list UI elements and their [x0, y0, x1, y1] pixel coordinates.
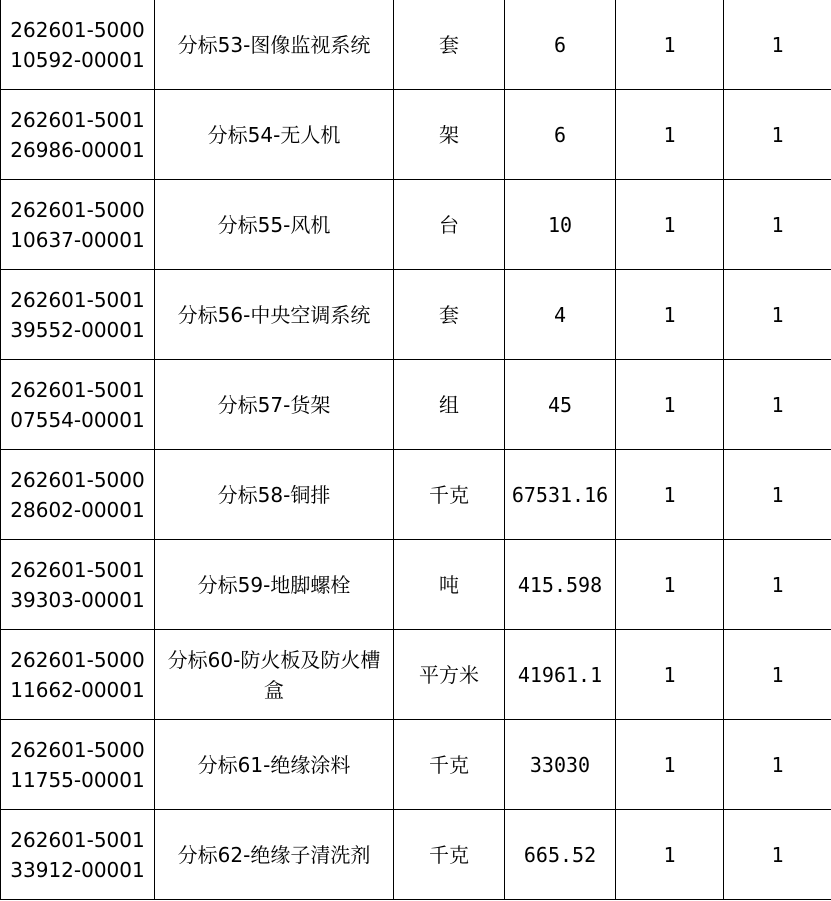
count-cell: 1 [616, 810, 724, 900]
count-cell: 1 [616, 540, 724, 630]
unit-cell: 千克 [394, 810, 505, 900]
count-cell: 1 [724, 540, 831, 630]
lot-name: 分标59-地脚螺栓 [197, 572, 351, 597]
unit-cell: 吨 [394, 540, 505, 630]
unit-cell: 套 [394, 0, 505, 90]
lot-name: 分标60-防火板及防火槽盒 [167, 647, 381, 702]
lot-name: 分标58-铜排 [217, 482, 331, 507]
unit-cell: 平方米 [394, 630, 505, 720]
lot-name-cell [155, 360, 394, 450]
lot-name-cell [155, 630, 394, 720]
lot-name-cell [155, 0, 394, 90]
table-row [1, 540, 831, 630]
material-code: 262601-500010592-00001 [10, 17, 145, 72]
lot-name: 分标55-风机 [217, 212, 331, 237]
material-code-cell [1, 180, 155, 270]
material-code-cell [1, 630, 155, 720]
count-cell: 1 [616, 270, 724, 360]
table-row [1, 360, 831, 450]
unit-cell: 千克 [394, 720, 505, 810]
count-cell: 1 [616, 450, 724, 540]
count-cell: 1 [724, 360, 831, 450]
unit-cell: 组 [394, 360, 505, 450]
table-row [1, 630, 831, 720]
count-cell: 1 [724, 450, 831, 540]
quantity-cell: 33030 [505, 720, 616, 810]
quantity-cell: 67531.16 [505, 450, 616, 540]
material-code-cell [1, 540, 155, 630]
quantity-cell: 415.598 [505, 540, 616, 630]
table-row [1, 720, 831, 810]
count-cell: 1 [724, 630, 831, 720]
unit-cell: 套 [394, 270, 505, 360]
count-cell: 1 [724, 810, 831, 900]
lot-name: 分标54-无人机 [207, 122, 341, 147]
material-code-cell [1, 0, 155, 90]
material-code: 262601-500126986-00001 [10, 107, 145, 162]
quantity-cell: 45 [505, 360, 616, 450]
table-row [1, 90, 831, 180]
material-code-cell [1, 90, 155, 180]
count-cell: 1 [616, 90, 724, 180]
count-cell: 1 [724, 720, 831, 810]
material-code: 262601-500107554-00001 [10, 377, 145, 432]
material-code: 262601-500011662-00001 [10, 647, 145, 702]
quantity-cell: 41961.1 [505, 630, 616, 720]
count-cell: 1 [724, 270, 831, 360]
lot-name-cell [155, 180, 394, 270]
count-cell: 1 [616, 360, 724, 450]
material-code: 262601-500133912-00001 [10, 827, 145, 882]
unit-cell: 架 [394, 90, 505, 180]
table-row [1, 450, 831, 540]
lot-name: 分标53-图像监视系统 [177, 32, 371, 57]
count-cell: 1 [616, 0, 724, 90]
count-cell: 1 [616, 180, 724, 270]
quantity-cell: 6 [505, 90, 616, 180]
material-code: 262601-500139552-00001 [10, 287, 145, 342]
count-cell: 1 [616, 630, 724, 720]
material-code: 262601-500010637-00001 [10, 197, 145, 252]
table-row [1, 270, 831, 360]
lot-name: 分标61-绝缘涂料 [197, 752, 351, 777]
material-code-cell [1, 450, 155, 540]
table-row [1, 810, 831, 900]
material-code-cell [1, 720, 155, 810]
table-row [1, 0, 831, 90]
count-cell: 1 [616, 720, 724, 810]
count-cell: 1 [724, 90, 831, 180]
quantity-cell: 665.52 [505, 810, 616, 900]
lot-name: 分标56-中央空调系统 [177, 302, 371, 327]
quantity-cell: 10 [505, 180, 616, 270]
lot-name: 分标57-货架 [217, 392, 331, 417]
material-code-cell [1, 810, 155, 900]
material-code-cell [1, 270, 155, 360]
lot-name-cell [155, 90, 394, 180]
lot-name-cell [155, 540, 394, 630]
material-code: 262601-500139303-00001 [10, 557, 145, 612]
count-cell: 1 [724, 180, 831, 270]
material-code: 262601-500028602-00001 [10, 467, 145, 522]
unit-cell: 千克 [394, 450, 505, 540]
lot-name-cell [155, 450, 394, 540]
lot-table-body [1, 0, 831, 900]
lot-name: 分标62-绝缘子清洗剂 [177, 842, 371, 867]
lot-name-cell [155, 720, 394, 810]
unit-cell: 台 [394, 180, 505, 270]
quantity-cell: 6 [505, 0, 616, 90]
count-cell: 1 [724, 0, 831, 90]
material-code-cell [1, 360, 155, 450]
material-code: 262601-500011755-00001 [10, 737, 145, 792]
lot-name-cell [155, 810, 394, 900]
table-row [1, 180, 831, 270]
quantity-cell: 4 [505, 270, 616, 360]
lot-name-cell [155, 270, 394, 360]
